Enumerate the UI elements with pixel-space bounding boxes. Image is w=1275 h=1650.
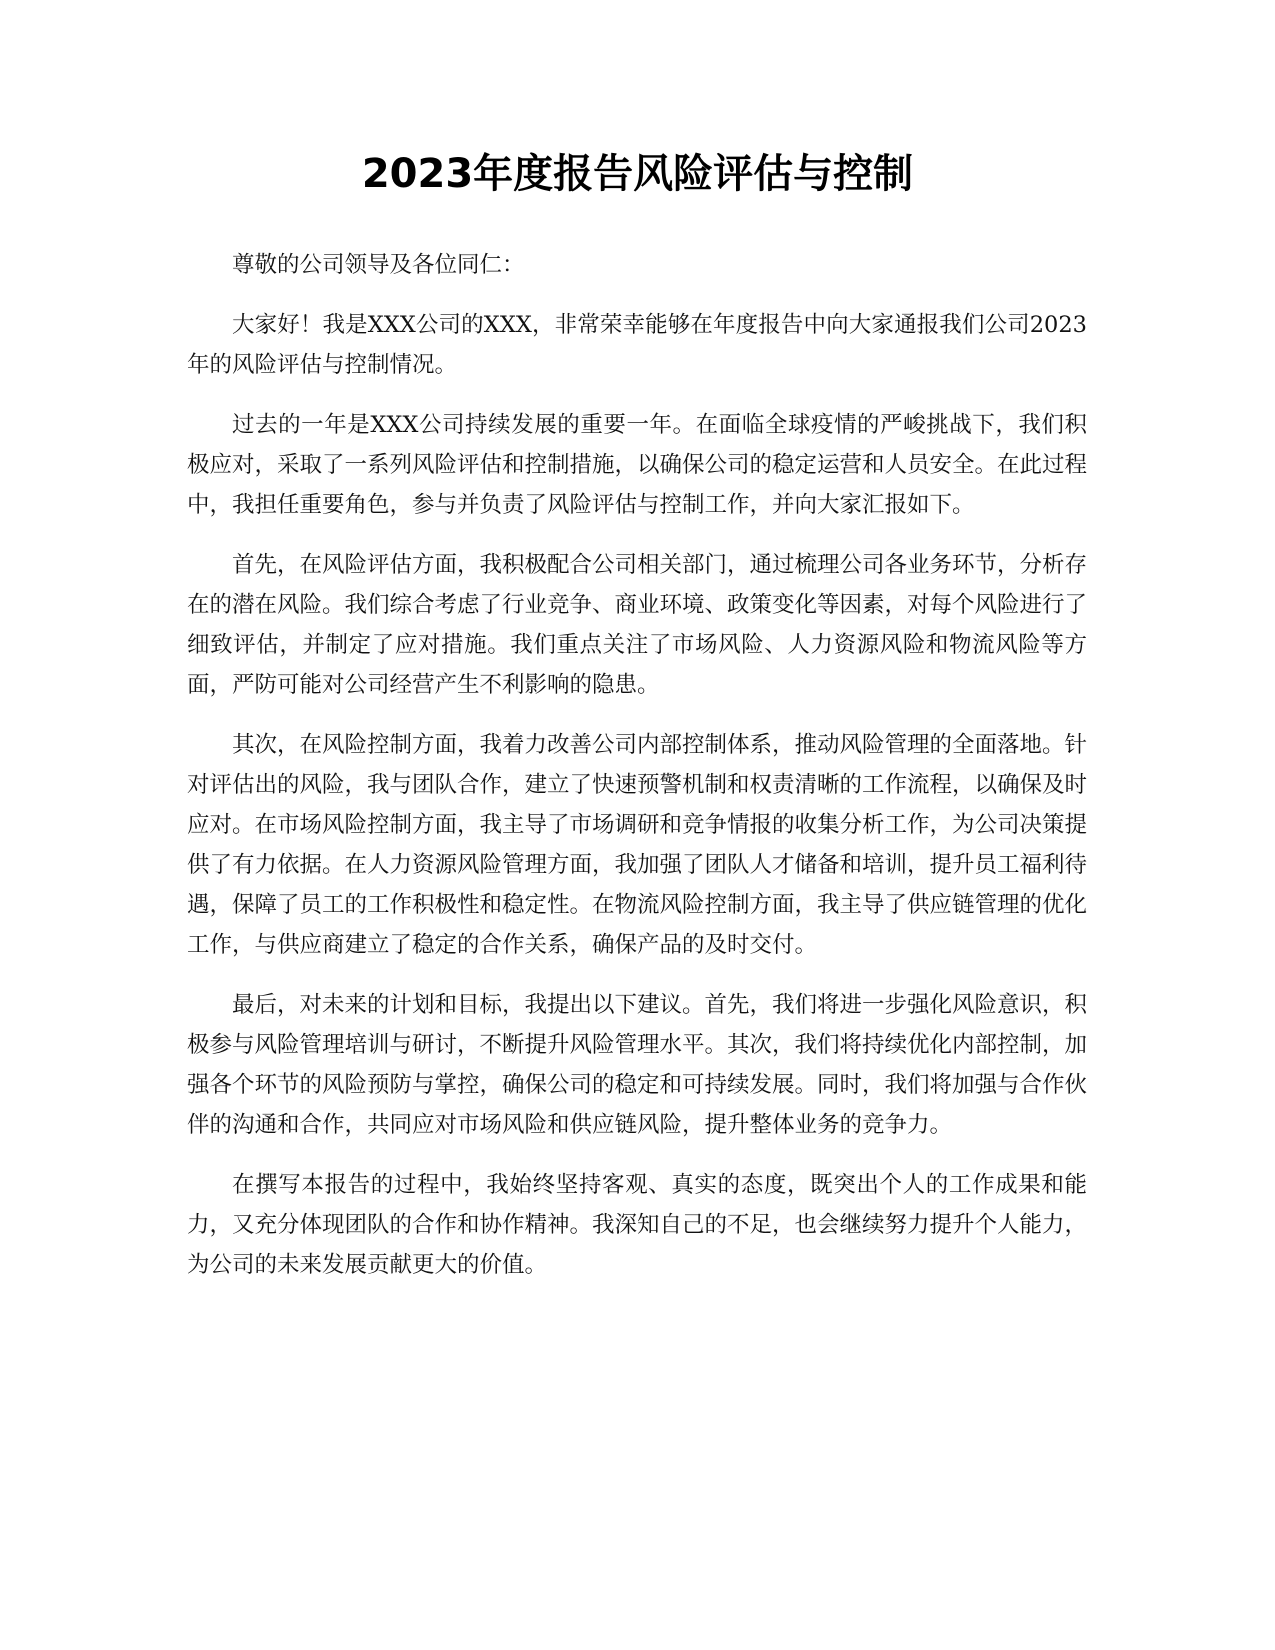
paragraph: 首先，在风险评估方面，我积极配合公司相关部门，通过梳理公司各业务环节，分析存在的潜在风险。我们综合考虑了行业竞争、商业环境、政策变化等因素，对每个风险进行了细致评估，并制定了应对措施。我们重点关注了市场风险、人力资源风险和物流风险等方面，严防可能对公司经营产生不利影响的隐患。 <box>187 552 1088 698</box>
paragraph: 其次，在风险控制方面，我着力改善公司内部控制体系，推动风险管理的全面落地。针对评估出的风险，我与团队合作，建立了快速预警机制和权责清晰的工作流程，以确保及时应对。在市场风险控制方面，我主导了市场调研和竞争情报的收集分析工作，为公司决策提供了有力依据。在人力资源风险管理方面，我加强了团队人才储备和培训，提升员工福利待遇，保障了员工的工作积极性和稳定性。在物流风险控制方面，我主导了供应链管理的优化工作，与供应商建立了稳定的合作关系，确保产品的及时交付。 <box>187 732 1088 958</box>
salutation: 尊敬的公司领导及各位同仁： <box>232 252 525 278</box>
document-body <box>187 245 1087 1305</box>
document-title: 2023年度报告风险评估与控制 <box>361 151 914 197</box>
paragraph: 最后，对未来的计划和目标，我提出以下建议。首先，我们将进一步强化风险意识，积极参与风险管理培训与研讨，不断提升风险管理水平。其次，我们将持续优化内部控制，加强各个环节的风险预防与掌控，确保公司的稳定和可持续发展。同时，我们将加强与合作伙伴的沟通和合作，共同应对市场风险和供应链风险，提升整体业务的竞争力。 <box>187 992 1088 1138</box>
paragraph: 大家好！我是XXX公司的XXX，非常荣幸能够在年度报告中向大家通报我们公司2023年的风险评估与控制情况。 <box>187 312 1087 378</box>
paragraph: 过去的一年是XXX公司持续发展的重要一年。在面临全球疫情的严峻挑战下，我们积极应对，采取了一系列风险评估和控制措施，以确保公司的稳定运营和人员安全。在此过程中，我担任重要角色，参与并负责了风险评估与控制工作，并向大家汇报如下。 <box>187 412 1088 518</box>
paragraph: 在撰写本报告的过程中，我始终坚持客观、真实的态度，既突出个人的工作成果和能力，又充分体现团队的合作和协作精神。我深知自己的不足，也会继续努力提升个人能力，为公司的未来发展贡献更大的价值。 <box>187 1172 1088 1278</box>
